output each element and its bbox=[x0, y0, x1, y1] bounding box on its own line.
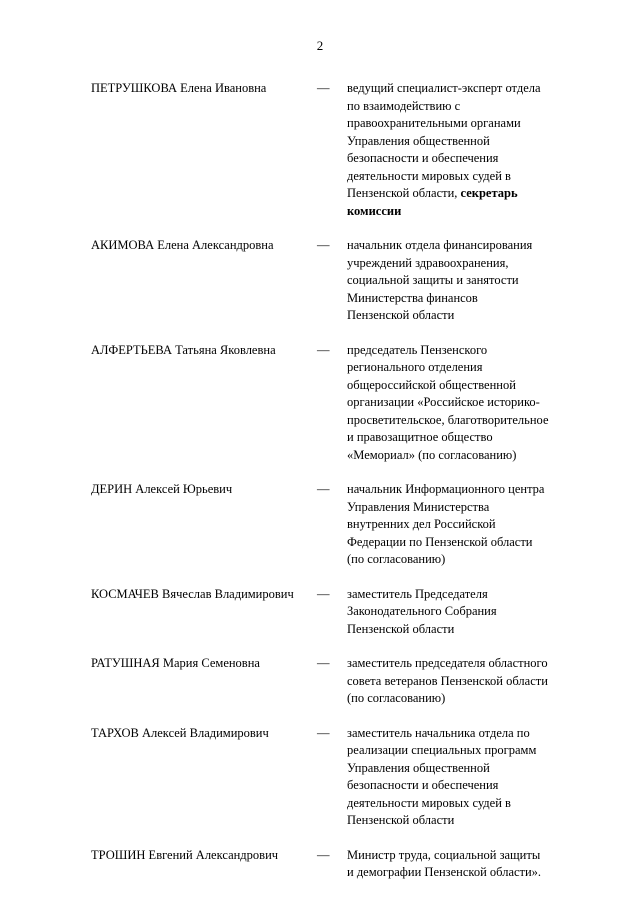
position-line: реализации специальных программ bbox=[347, 743, 537, 757]
position-line: деятельности мировых судей в bbox=[347, 168, 511, 183]
member-position bbox=[347, 725, 571, 830]
position-line: внутренних дел Российской bbox=[347, 517, 496, 531]
position-line: Федерации по Пензенской области bbox=[347, 534, 533, 549]
position-line: социальной защиты и занятости bbox=[347, 273, 519, 287]
position-line: Министр труда, социальной защиты bbox=[347, 847, 541, 862]
member-name: РАТУШНАЯ Мария Семеновна bbox=[91, 656, 260, 670]
member-position bbox=[347, 80, 571, 220]
position-line: деятельности мировых судей в bbox=[347, 795, 511, 810]
position-line: Законодательного Собрания bbox=[347, 604, 497, 618]
position-line: организации «Российское историко- bbox=[347, 395, 540, 409]
position-line: ведущий специалист-эксперт отдела bbox=[347, 81, 541, 95]
position-line: (по согласованию) bbox=[347, 552, 446, 566]
position-line: начальник Информационного центра bbox=[347, 482, 545, 496]
position-line: учреждений здравоохранения, bbox=[347, 255, 509, 270]
dash-separator: — bbox=[317, 482, 330, 496]
member-position bbox=[347, 655, 571, 708]
secretary-label: секретарь bbox=[460, 186, 518, 200]
member-position bbox=[347, 237, 571, 325]
member-position bbox=[347, 847, 571, 882]
position-line: безопасности и обеспечения bbox=[347, 778, 499, 792]
member-name: ПЕТРУШКОВА Елена Ивановна bbox=[91, 81, 267, 95]
position-line: просветительское, благотворительное bbox=[347, 412, 549, 427]
dash-separator: — bbox=[317, 656, 330, 670]
position-line: Пензенской области bbox=[347, 813, 455, 827]
member-row bbox=[91, 725, 571, 830]
member-row bbox=[91, 342, 571, 465]
position-line: и правозащитное общество bbox=[347, 430, 493, 444]
member-name: ТАРХОВ Алексей Владимирович bbox=[91, 725, 269, 740]
member-position bbox=[347, 586, 571, 639]
member-row bbox=[91, 80, 571, 220]
position-line: (по согласованию) bbox=[347, 691, 446, 705]
position-line: заместитель Председателя bbox=[347, 586, 488, 601]
position-line: Управления общественной bbox=[347, 760, 490, 775]
position-line: Пензенской области bbox=[347, 308, 455, 322]
position-line: заместитель начальника отдела по bbox=[347, 725, 530, 740]
position-text: Пензенской области, bbox=[347, 186, 461, 200]
member-name: КОСМАЧЕВ Вячеслав Владимирович bbox=[91, 586, 294, 601]
member-row bbox=[91, 237, 571, 325]
position-line: регионального отделения bbox=[347, 360, 483, 374]
page-number: 2 bbox=[316, 38, 324, 53]
member-name: ДЕРИН Алексей Юрьевич bbox=[91, 482, 233, 496]
position-line: по взаимодействию с bbox=[347, 98, 461, 113]
member-name: АЛФЕРТЬЕВА Татьяна Яковлевна bbox=[91, 342, 276, 357]
position-line: общероссийской общественной bbox=[347, 377, 516, 392]
member-name: ТРОШИН Евгений Александрович bbox=[91, 847, 279, 862]
position-line: «Мемориал» (по согласованию) bbox=[347, 447, 517, 462]
dash-separator: — bbox=[317, 81, 330, 95]
member-name: АКИМОВА Елена Александровна bbox=[91, 238, 274, 252]
dash-separator: — bbox=[317, 238, 330, 252]
dash-separator: — bbox=[317, 725, 330, 740]
member-row bbox=[91, 655, 571, 708]
position-line bbox=[347, 185, 571, 203]
position-line: начальник отдела финансирования bbox=[347, 238, 533, 252]
position-line: председатель Пензенского bbox=[347, 342, 488, 357]
member-row bbox=[91, 847, 571, 882]
position-line: безопасности и обеспечения bbox=[347, 151, 499, 165]
dash-separator: — bbox=[317, 586, 330, 601]
position-line: правоохранительными органами bbox=[347, 116, 521, 130]
member-row bbox=[91, 481, 571, 569]
member-position bbox=[347, 481, 571, 569]
member-row bbox=[91, 586, 571, 639]
position-line bbox=[347, 203, 571, 221]
position-line: и демографии Пензенской области». bbox=[347, 865, 542, 879]
position-line: заместитель председателя областного bbox=[347, 656, 548, 670]
position-line: Управления общественной bbox=[347, 133, 490, 148]
member-position bbox=[347, 342, 571, 465]
position-line: Управления Министерства bbox=[347, 499, 490, 514]
commission-label: комиссии bbox=[347, 203, 402, 218]
position-line: Пензенской области bbox=[347, 621, 455, 636]
dash-separator: — bbox=[317, 342, 330, 357]
position-line: совета ветеранов Пензенской области bbox=[347, 673, 548, 688]
dash-separator: — bbox=[317, 847, 330, 862]
position-line: Министерства финансов bbox=[347, 290, 478, 305]
commission-members-list bbox=[91, 80, 571, 899]
